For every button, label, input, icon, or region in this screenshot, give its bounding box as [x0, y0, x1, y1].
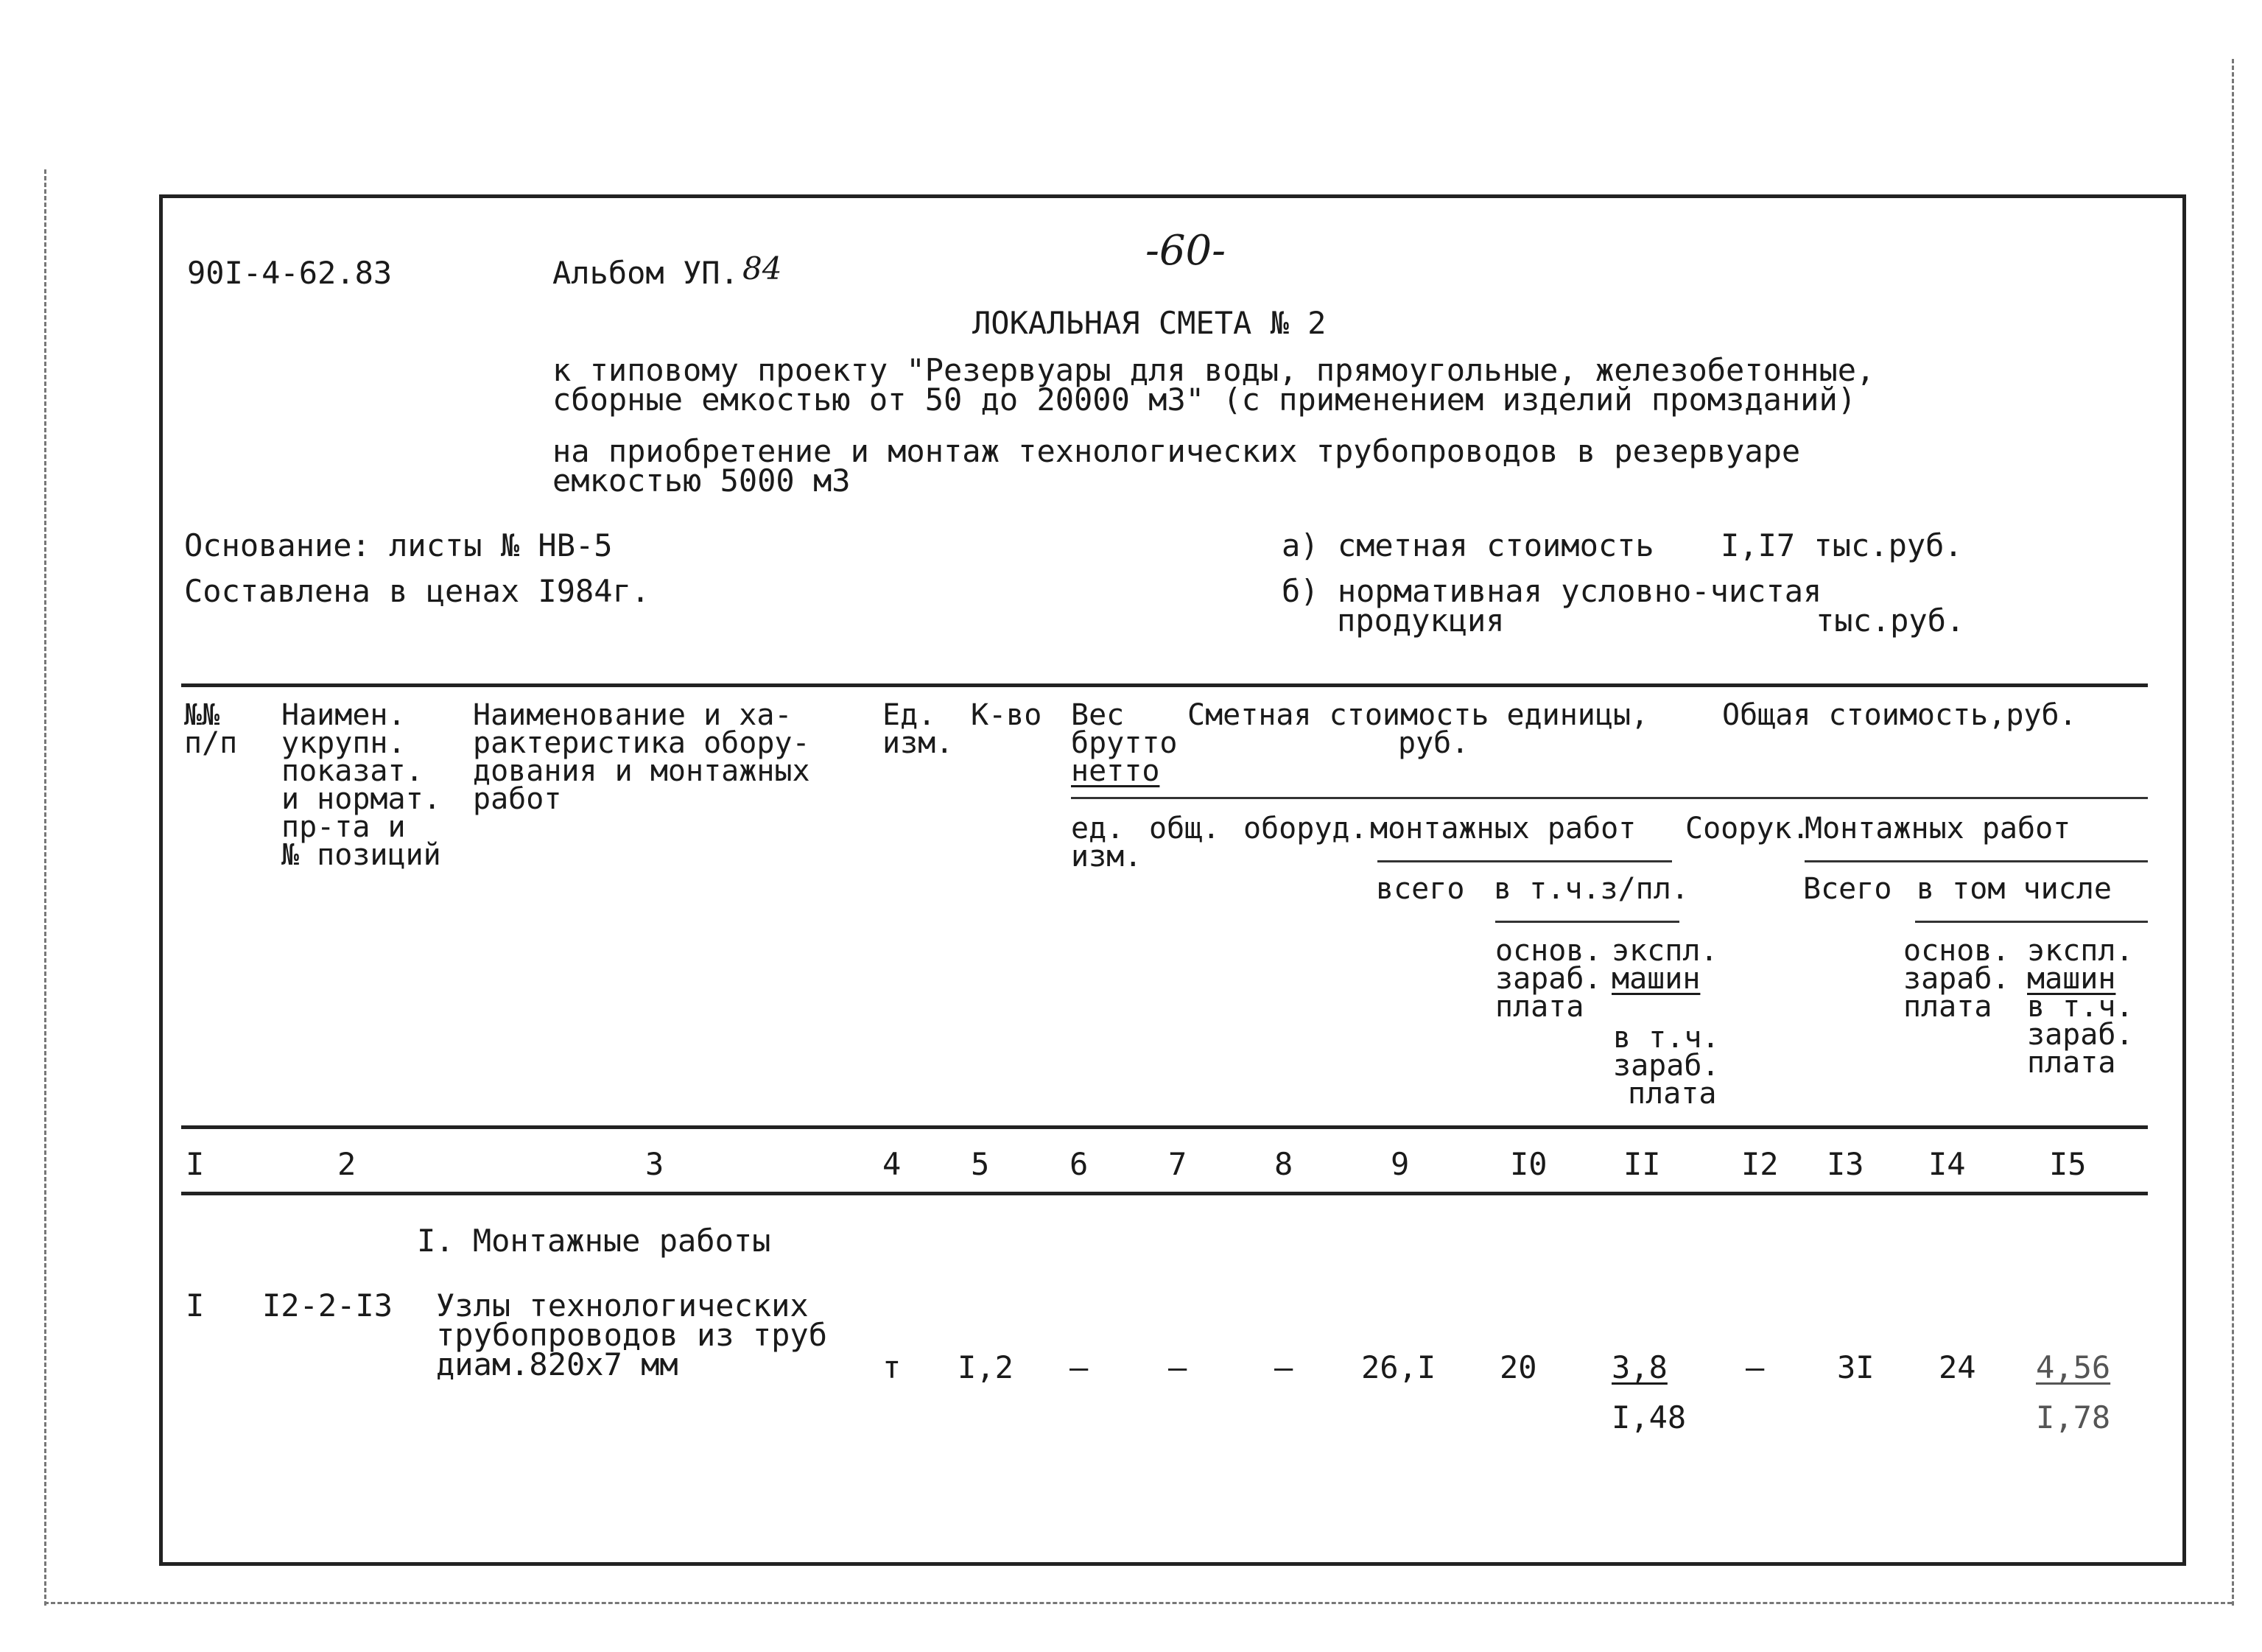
cost-b-label-2: продукция — [1337, 602, 1505, 639]
hdr-unit-cost-1: Сметная стоимость единицы, — [1187, 698, 1649, 732]
estimate-title: ЛОКАЛЬНАЯ СМЕТА № 2 — [972, 305, 1327, 341]
cost-b-value: тыс.руб. — [1816, 602, 1965, 639]
hdr-ekspl2-1: экспл. — [2027, 934, 2134, 968]
title-line-2: сборные емкостью от 50 до 20000 м3" (с применением изделий промзданий) — [552, 382, 1857, 418]
hdr-c1-2: п/п — [184, 726, 238, 760]
hdr-osnov-2: зараб. — [1495, 962, 1602, 996]
hdr-ed-izm-2: изм. — [1071, 840, 1142, 874]
col-num-1: I — [186, 1146, 205, 1182]
cut-line-right — [2232, 59, 2234, 1606]
hdr-total-cost: Общая стоимость,руб. — [1722, 698, 2077, 732]
col-num-6: 6 — [1069, 1146, 1089, 1182]
hdr-montazh: монтажных работ — [1370, 812, 1637, 846]
row-c8: – — [1274, 1349, 1293, 1385]
hdr-ekspl2-2: машин — [2027, 962, 2116, 996]
hdr-ekspl2-3: в т.ч. — [2027, 990, 2134, 1024]
row-c10: 20 — [1500, 1349, 1537, 1385]
hdr-ves-1: Вес — [1071, 698, 1125, 732]
hdr-ed-izm-1: ед. — [1071, 812, 1125, 846]
hdr-c4-2: изм. — [882, 726, 954, 760]
row-name-3: диам.820х7 мм — [436, 1346, 678, 1382]
hdr-vtch-zarab-1: в т.ч. — [1613, 1021, 1720, 1055]
hdr-montazh2: Монтажных работ — [1805, 812, 2071, 846]
section-title: I. Монтажные работы — [417, 1223, 771, 1259]
row-code: I2-2-I3 — [262, 1287, 393, 1324]
col-num-11: II — [1623, 1146, 1661, 1182]
cost-a-label: а) сметная стоимость — [1282, 527, 1654, 563]
row-c6: – — [1069, 1349, 1089, 1385]
hdr-rule-2b — [1805, 860, 2148, 862]
hdr-oborud: оборуд. — [1243, 812, 1368, 846]
row-c12: – — [1746, 1349, 1765, 1385]
col-num-8: 8 — [1274, 1146, 1293, 1182]
hdr-c2-5: пр-та и — [281, 810, 406, 844]
hdr-ves-3: нетто — [1071, 754, 1160, 788]
col-num-2: 2 — [337, 1146, 356, 1182]
row-c14: 24 — [1939, 1349, 1976, 1385]
hdr-vtch-zarab-3: плата — [1628, 1077, 1717, 1111]
hdr-rule-3b — [1915, 921, 2148, 923]
hdr-ekspl2-5: плата — [2027, 1046, 2116, 1080]
row-c11-top: 3,8 — [1612, 1349, 1668, 1385]
basis-line-2: Составлена в ценах I984г. — [184, 573, 650, 609]
album-suffix: 84 — [742, 250, 782, 287]
doc-code: 90I-4-62.83 — [187, 255, 393, 291]
hdr-soorud: Соорук. — [1685, 812, 1810, 846]
hdr-c2-2: укрупн. — [281, 726, 406, 760]
row-c9: 26,I — [1361, 1349, 1436, 1385]
hdr-c2-6: № позиций — [281, 838, 441, 872]
cut-line-left — [44, 169, 46, 1606]
album-label: Альбом УП. — [552, 255, 739, 291]
hdr-ves-2: брутто — [1071, 726, 1178, 760]
col-num-3: 3 — [645, 1146, 664, 1182]
col-num-9: 9 — [1391, 1146, 1410, 1182]
col-num-15: I5 — [2049, 1146, 2087, 1182]
col-num-7: 7 — [1168, 1146, 1187, 1182]
cost-a-value: I,I7 тыс.руб. — [1721, 527, 1963, 563]
hdr-c2-3: показат. — [281, 754, 424, 788]
row-num: I — [186, 1287, 205, 1324]
hdr-obsh: общ. — [1149, 812, 1220, 846]
hdr-osnov2-1: основ. — [1903, 934, 2010, 968]
hdr-c3-4: работ — [473, 782, 562, 816]
hdr-vtom: в том числе — [1917, 872, 2112, 906]
row-c13: 3I — [1837, 1349, 1875, 1385]
hdr-unit-cost-2: руб. — [1398, 726, 1469, 760]
hdr-rule-2a — [1377, 860, 1672, 862]
column-numbers-top-rule — [181, 1125, 2148, 1129]
row-c15-top: 4,56 — [2036, 1349, 2111, 1385]
page-number: -60- — [1145, 227, 1226, 275]
cost-b-label: б) нормативная условно-чистая — [1282, 573, 1822, 609]
col-num-13: I3 — [1827, 1146, 1864, 1182]
hdr-osnov-3: плата — [1495, 990, 1584, 1024]
col-num-10: I0 — [1510, 1146, 1548, 1182]
cut-line-bottom — [44, 1602, 2232, 1604]
hdr-ekspl-2: машин — [1612, 962, 1701, 996]
col-num-5: 5 — [971, 1146, 990, 1182]
row-c11-bottom: I,48 — [1612, 1399, 1687, 1435]
row-c7: – — [1168, 1349, 1187, 1385]
hdr-c2-4: и нормат. — [281, 782, 441, 816]
hdr-c1-1: №№ — [184, 698, 220, 732]
row-name-1: Узлы технологических — [436, 1287, 809, 1324]
column-numbers-bottom-rule — [181, 1192, 2148, 1195]
hdr-osnov-1: основ. — [1495, 934, 1602, 968]
hdr-vsego: всего — [1376, 872, 1465, 906]
hdr-ekspl-1: экспл. — [1612, 934, 1718, 968]
basis-line-1: Основание: листы № НВ-5 — [184, 527, 613, 563]
title-line-3: на приобретение и монтаж технологических трубопроводов в резервуаре — [552, 433, 1801, 469]
title-line-1: к типовому проекту "Резервуары для воды, прямоугольные, железобетонные, — [552, 352, 1875, 388]
col-num-4: 4 — [882, 1146, 902, 1182]
row-unit: т — [882, 1349, 902, 1385]
hdr-c4-1: Ед. — [882, 698, 936, 732]
hdr-c5: К-во — [971, 698, 1042, 732]
hdr-rule-1 — [1071, 797, 2148, 799]
hdr-c3-3: дования и монтажных — [473, 754, 810, 788]
row-qty: I,2 — [958, 1349, 1014, 1385]
hdr-vsego2: Всего — [1803, 872, 1892, 906]
row-c15-bottom: I,78 — [2036, 1399, 2111, 1435]
hdr-c2-1: Наимен. — [281, 698, 406, 732]
title-line-4: емкостью 5000 м3 — [552, 463, 851, 499]
hdr-vtch-zarab-2: зараб. — [1613, 1049, 1720, 1083]
hdr-vtch: в т.ч.з/пл. — [1494, 872, 1689, 906]
hdr-rule-3a — [1495, 921, 1679, 923]
col-num-12: I2 — [1741, 1146, 1779, 1182]
row-name-2: трубопроводов из труб — [436, 1317, 828, 1353]
hdr-c3-1: Наименование и ха- — [473, 698, 793, 732]
table-top-rule — [181, 683, 2148, 687]
hdr-osnov2-2: зараб. — [1903, 962, 2010, 996]
hdr-c3-2: рактеристика обору- — [473, 726, 810, 760]
col-num-14: I4 — [1928, 1146, 1966, 1182]
hdr-ekspl2-4: зараб. — [2027, 1018, 2134, 1052]
hdr-osnov2-3: плата — [1903, 990, 1992, 1024]
